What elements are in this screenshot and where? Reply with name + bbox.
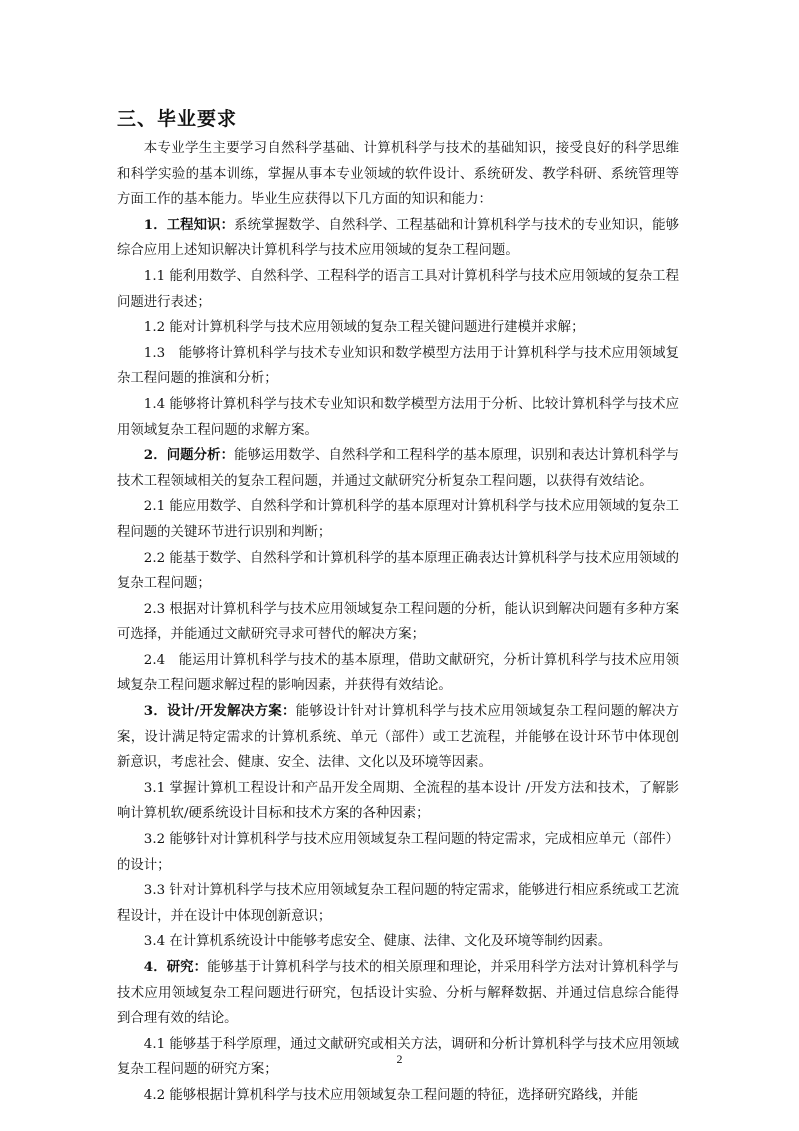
requirement-4-lead: 4．研究： [143,959,208,975]
sub-item-2-1: 2.1 能应用数学、自然科学和计算机科学的基本原理对计算机科学与技术应用领域的复杂工程问题的关键环节进行识别和判断； [117,499,679,540]
sub-item-2-4: 2.4 能运用计算机科学与技术的基本原理，借助文献研究，分析计算机科学与技术应用领域复杂工程问题求解过程的影响因素，并获得有效结论。 [117,652,679,694]
sub-item-3-2: 3.2 能够针对计算机科学与技术应用领域复杂工程问题的特定需求，完成相应单元（部件）的设计； [117,832,679,873]
requirement-2-lead: 2．问题分析： [143,447,235,464]
sub-item-2-3: 2.3 根据对计算机科学与技术应用领域复杂工程问题的分析，能认识到解决问题有多种方案可选择，并能通过文献研究寻求可替代的解决方案； [117,601,679,643]
sub-item-3-1: 3.1 掌握计算机工程设计和产品开发全周期、全流程的基本设计 /开发方法和技术，了解影响计算机软/硬系统设计目标和技术方案的各种因素； [117,780,679,822]
intro-paragraph: 本专业学生主要学习自然科学基础、计算机科学与技术的基础知识，接受良好的科学思维和科学实验的基本训练，掌握从事本专业领域的软件设计、系统研发、教学科研、系统管理等方面工作的基本能力。毕业生应获得以下几方面的知识和能力： [117,141,679,208]
sub-item-3-4: 3.4 在计算机系统设计中能够考虑安全、健康、法律、文化及环境等制约因素。 [143,934,612,950]
sub-item-2-2: 2.2 能基于数学、自然科学和计算机科学的基本原理正确表达计算机科学与技术应用领域的复杂工程问题； [117,550,679,592]
sub-item-4-2: 4.2 能够根据计算机科学与技术应用领域复杂工程问题的特征，选择研究路线，并能 [143,1087,639,1103]
section-heading: 三、毕业要求 [117,108,238,130]
requirement-2 [117,443,679,494]
requirement-3-lead: 3．设计/开发解决方案： [143,703,296,720]
requirement-3 [117,699,679,776]
sub-item-3-3: 3.3 针对计算机科学与技术应用领域复杂工程问题的特定需求，能够进行相应系统或工艺流程设计，并在设计中体现创新意识； [117,883,679,924]
requirement-4-text: 能够基于计算机科学与技术的相关原理和理论，并采用科学方法对计算机科学与技术应用领域复杂工程问题进行研究，包括设计实验、分析与解释数据、并通过信息综合能得到合理有效的结论。 [117,960,679,1027]
sub-item-1-4: 1.4 能够将计算机科学与技术专业知识和数学模型方法用于分析、比较计算机科学与技术应用领域复杂工程问题的求解方案。 [117,396,679,438]
requirement-2-text: 能够运用数学、自然科学和工程科学的基本原理，识别和表达计算机科学与技术工程领域相关的复杂工程问题，并通过文献研究分析复杂工程问题，以获得有效结论。 [117,448,680,489]
requirement-1-text: 系统掌握数学、自然科学、工程基础和计算机科学与技术的专业知识，能够综合应用上述知识解决计算机科学与技术应用领域的复杂工程问题。 [117,217,680,259]
sub-item-1-2: 1.2 能对计算机科学与技术应用领域的复杂工程关键问题进行建模并求解； [143,320,585,336]
sub-item-4-1: 4.1 能够基于科学原理，通过文献研究或相关方法，调研和分析计算机科学与技术应用领域复杂工程问题的研究方案； [117,1036,679,1078]
requirement-4 [117,955,679,1032]
requirement-3-text: 能够设计针对计算机科学与技术应用领域复杂工程问题的解决方案，设计满足特定需求的计算机系统、单元（部件）或工艺流程，并能够在设计环节中体现创新意识，考虑社会、健康、安全、法律、文化以及环境等因素。 [117,704,679,771]
sub-item-1-1: 1.1 能利用数学、自然科学、工程科学的语言工具对计算机科学与技术应用领域的复杂工程问题进行表述； [117,268,679,310]
page-number: 2 [396,1052,403,1066]
sub-item-1-3: 1.3 能够将计算机科学与技术专业知识和数学模型方法用于计算机科学与技术应用领域复杂工程问题的推演和分析； [117,345,679,387]
document-body [117,136,679,1109]
requirement-1-lead: 1．工程知识： [143,216,235,233]
requirement-1 [117,213,679,264]
